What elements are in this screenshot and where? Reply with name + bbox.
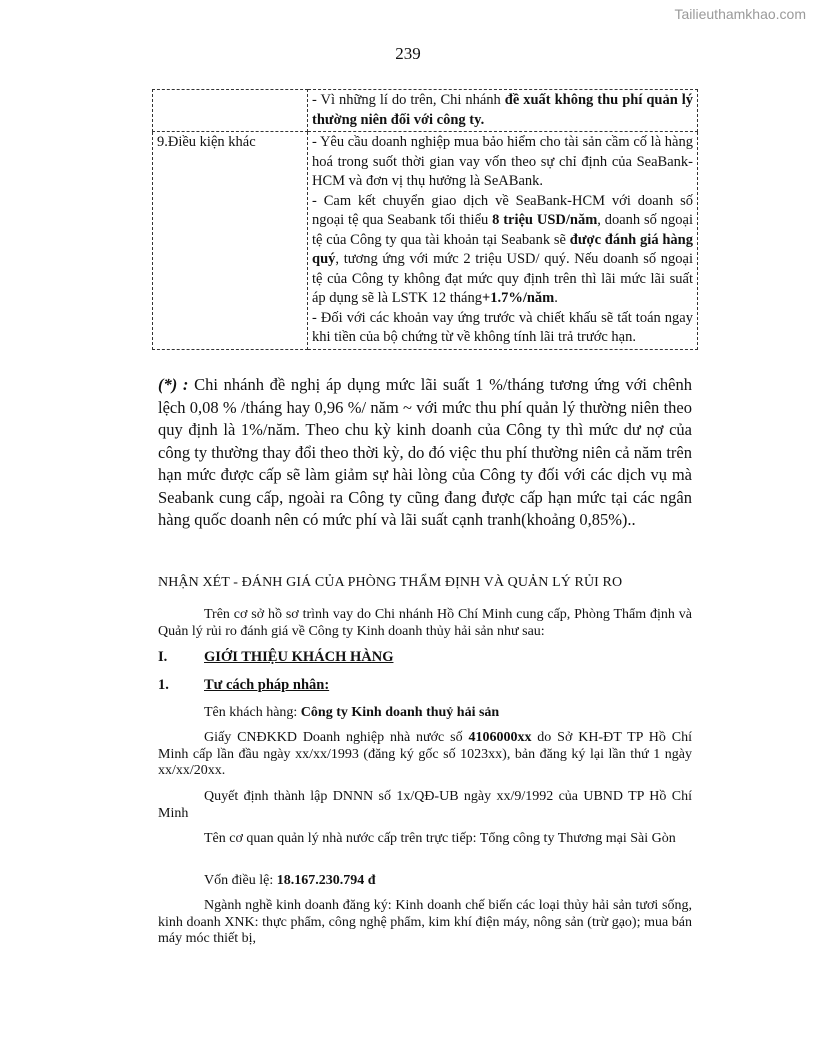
heading-text: GIỚI THIỆU KHÁCH HÀNG	[204, 649, 394, 665]
charter-capital	[158, 873, 692, 890]
heading-legal-status	[158, 677, 329, 694]
fee-proposal-bold: đề xuất không thu phí quản lý thường niên đối với công ty.	[312, 92, 694, 128]
transaction-min-usd: 8 triệu USD/năm	[492, 212, 598, 228]
page-number: 239	[395, 44, 421, 63]
transaction-text-a: - Cam kết chuyển giao dịch về SeaBank-HCM với doanh số ngoại tệ qua Seabank tối thiểu	[312, 192, 693, 228]
customer-name	[158, 705, 692, 722]
managing-authority: Tên cơ quan quản lý nhà nước cấp trên trực tiếp: Tổng công ty Thương mại Sài Gòn	[204, 831, 676, 846]
heading-customer-intro	[158, 649, 393, 666]
license-text-c: do Sở KH-ĐT TP Hồ Chí Minh cấp lần đầu ngày xx/xx/1993 (đăng ký gốc số 1023xx), bản đăng ký lại lần thứ 1 ngày xx/xx/20xx.	[158, 730, 692, 778]
footnote-mark: (*) :	[158, 375, 189, 394]
transaction-text-e: , tương ứng với mức 2 triệu USD/ quý. Nếu doanh số ngoại tệ của Công ty không đạt mức quy định trên thì lãi mức lãi suất áp dụng sẽ là LSTK 12 tháng	[312, 251, 693, 306]
capital-value: 18.167.230.794 đ	[276, 873, 376, 888]
table-cell-other-conditions	[308, 132, 698, 350]
transaction-text-c: , doanh số ngoại tệ của Công ty qua tài khoản tại Seabank sẽ	[312, 212, 693, 248]
watermark: Tailieuthamkhao.com	[674, 6, 806, 22]
conditions-table	[152, 89, 698, 350]
fee-proposal-plain: - Vì những lí do trên, Chi nhánh	[312, 92, 505, 108]
table-cell-empty	[153, 90, 308, 132]
customer-name-label: Tên khách hàng:	[204, 705, 301, 720]
license-number: 4106000xx	[468, 730, 532, 745]
establishment-decision: Quyết định thành lập DNNN số 1x/QĐ-UB ngày xx/9/1992 của UBND TP Hồ Chí Minh	[158, 789, 692, 821]
fee-proposal-text	[312, 91, 693, 130]
transaction-text-g: .	[554, 290, 558, 306]
capital-label: Vốn điều lệ:	[204, 873, 277, 888]
condition-settlement: - Đối với các khoản vay ứng trước và chiết khấu sẽ tất toán ngay khi tiền của bộ chứng từ về không tính lãi trả trước hạn.	[312, 309, 693, 345]
condition-transaction	[312, 192, 693, 309]
heading-text: Tư cách pháp nhân:	[204, 677, 330, 693]
license-text-a: Giấy CNĐKKD Doanh nghiệp nhà nước số	[204, 730, 469, 745]
heading-number: I.	[158, 649, 168, 665]
condition-insurance: - Yêu cầu doanh nghiệp mua bảo hiểm cho tài sản cầm cố là hàng hoá trong suốt thời gian vay vốn theo sự chỉ định của SeaBank-HCM và đơn vị thụ hưởng là SeABank.	[312, 134, 693, 189]
business-license	[158, 730, 692, 780]
business-lines: Ngành nghề kinh doanh đăng ký: Kinh doanh chế biến các loại thủy hải sản tươi sống, kinh doanh XNK: thực phẩm, công nghệ phẩm, kim khí điện máy, nông sản (trừ gạo); mua bán máy móc thiết bị,	[158, 898, 692, 946]
transaction-rate: +1.7%/năm	[481, 290, 555, 306]
table-row	[153, 90, 698, 132]
intro-paragraph: Trên cơ sở hồ sơ trình vay do Chi nhánh Hồ Chí Minh cung cấp, Phòng Thẩm định và Quản lý rủi ro đánh giá về Công ty Kinh doanh thủy hải sản như sau:	[158, 607, 692, 639]
footnote-text: Chi nhánh đề nghị áp dụng mức lãi suất 1 %/tháng tương ứng với chênh lệch 0,08 % /tháng hay 0,96 %/ năm ~ với mức thu phí quản lý thường niên theo quy định là 1%/năm. Theo chu kỳ kinh doanh của Công ty thì mức dư nợ của công ty thường thay đổi theo thời kỳ, do đó việc thu phí thường niên cả năm trên hạn mức được cấp sẽ làm giảm sự hài lòng của Công ty đối với các dịch vụ mà Seabank cung cấp, ngoài ra Công ty cũng đang được cấp hạn mức tại các ngân hàng quốc doanh nên có mức phí và lãi suất cạnh tranh(khoảng 0,85%)..	[158, 375, 692, 529]
row-label-other-conditions: 9.Điều kiện khác	[153, 132, 308, 350]
section-title: NHẬN XÉT - ĐÁNH GIÁ CỦA PHÒNG THẨM ĐỊNH VÀ QUẢN LÝ RỦI RO	[158, 575, 623, 590]
heading-number: 1.	[158, 677, 169, 693]
customer-name-value: Công ty Kinh doanh thuỷ hải sản	[300, 705, 500, 720]
footnote	[158, 374, 692, 532]
table-row	[153, 132, 698, 350]
transaction-quarterly: được đánh giá hàng quý	[312, 231, 693, 267]
table-cell-fee-proposal	[308, 90, 698, 132]
